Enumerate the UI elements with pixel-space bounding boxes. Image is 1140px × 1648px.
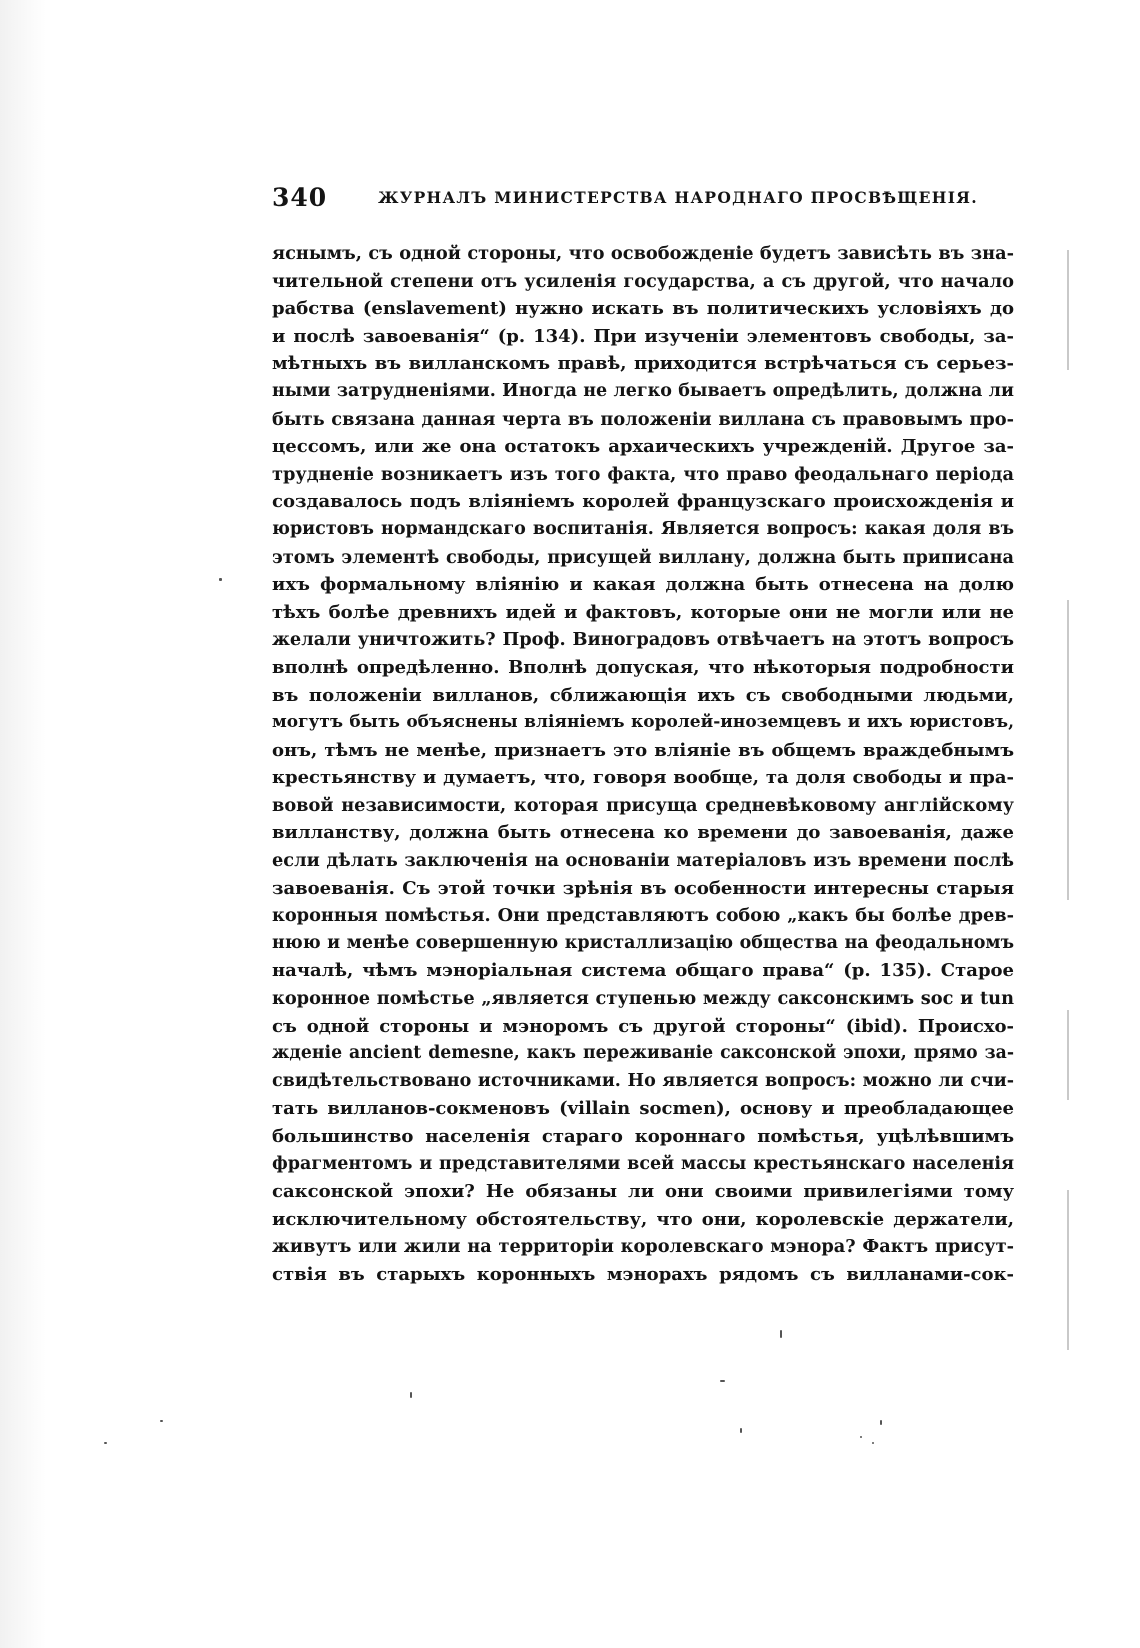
margin-rule <box>1067 1190 1069 1350</box>
text-line: желали уничтожить? Проф. Виноградовъ отвѣчаетъ на этотъ вопросъ <box>272 629 1014 651</box>
text-line: и послѣ завоеванія“ (p. 134). При изученіи элементовъ свободы, за- <box>272 325 1014 347</box>
text-line: фрагментомъ и представителями всей массы крестьянскаго населенія <box>272 1153 1014 1174</box>
text-line: живутъ или жили на территоріи королевскаго мэнора? Фактъ присут- <box>272 1236 1014 1258</box>
text-line: если дѣлать заключенія на основаніи матеріаловъ изъ времени послѣ <box>272 850 1014 872</box>
margin-rule <box>1067 1010 1069 1100</box>
text-line: быть связана данная черта въ положеніи виллана съ правовымъ про- <box>272 408 1014 430</box>
scan-speck <box>860 1436 862 1438</box>
text-line: свидѣтельствовано источниками. Но является вопросъ: можно ли счи- <box>272 1070 1014 1091</box>
scan-speck <box>780 1330 782 1338</box>
text-line: ихъ формальному вліянію и какая должна быть отнесена на долю <box>272 574 1014 596</box>
text-line: въ положеніи вилланов, сближающія ихъ съ свободными людьми, <box>272 684 1014 706</box>
scan-speck <box>160 1420 163 1422</box>
page-number: 340 <box>272 183 328 212</box>
scan-speck <box>219 578 222 581</box>
scan-speck <box>720 1380 725 1382</box>
text-line: могутъ быть объяснены вліяніемъ королей-иноземцевъ и ихъ юристовъ, <box>272 712 1014 733</box>
text-line: тать вилланов-сокменовъ (villain socmen), основу и преобладающее <box>272 1098 1014 1120</box>
text-line: съ одной стороны и мэноромъ съ другой стороны“ (ibid). Происхо- <box>272 1015 1014 1037</box>
text-line: трудненіе возникаетъ изъ того факта, что право феодальнаго періода <box>272 463 1014 485</box>
text-line: вилланству, должна быть отнесена ко времени до завоеванія, даже <box>272 822 1014 844</box>
text-line: рабства (enslavement) нужно искать въ политическихъ условіяхъ до <box>272 298 1014 320</box>
text-line: этомъ элементѣ свободы, присущей виллану, должна быть приписана <box>272 546 1014 568</box>
text-line: крестьянству и думаетъ, что, говоря вообще, та доля свободы и пра- <box>272 767 1014 789</box>
text-line: жденіе ancient demesne, какъ переживаніе саксонской эпохи, прямо за- <box>272 1043 1014 1064</box>
text-line: саксонской эпохи? Не обязаны ли они своими привилегіями тому <box>272 1181 1014 1203</box>
running-header <box>272 178 1014 218</box>
journal-title: ЖУРНАЛЪ МИНИСТЕРСТВА НАРОДНАГО ПРОСВѢЩЕНІЯ. <box>378 188 978 207</box>
text-line: завоеванія. Съ этой точки зрѣнія въ особенности интересны старыя <box>272 877 1014 899</box>
text-line: ными затрудненіями. Иногда не легко бываетъ опредѣлить, должна ли <box>272 380 1014 401</box>
margin-rule <box>1067 600 1069 900</box>
text-line: коронное помѣстье „является ступенью между саксонскимъ soc и tun <box>272 988 1014 1010</box>
text-line: яснымъ, съ одной стороны, что освобожденіе будетъ зависѣть въ зна- <box>272 243 1014 264</box>
text-line: онъ, тѣмъ не менѣе, признаетъ это вліяніе въ общемъ враждебнымъ <box>272 739 1014 761</box>
text-line: юристовъ нормандскаго воспитанія. Является вопросъ: какая доля въ <box>272 518 1014 539</box>
text-line: чительной степени отъ усиленія государства, а съ другой, что начало <box>272 270 1014 292</box>
text-line: вполнѣ опредѣленно. Вполнѣ допуская, что нѣкоторыя подробности <box>272 656 1014 678</box>
scan-speck <box>104 1442 107 1444</box>
text-line: создавалось подъ вліяніемъ королей французскаго происхожденія и <box>272 491 1014 513</box>
text-line: нюю и менѣе совершенную кристаллизацію общества на феодальномъ <box>272 932 1014 953</box>
scan-speck <box>740 1428 742 1433</box>
scan-speck <box>880 1420 882 1425</box>
text-line: исключительному обстоятельству, что они, королевскіе держатели, <box>272 1208 1014 1230</box>
text-line: началѣ, чѣмъ мэноріальная система общаго права“ (p. 135). Старое <box>272 960 1014 982</box>
margin-rule <box>1067 250 1069 370</box>
text-line: большинство населенія стараго короннаго помѣстья, уцѣлѣвшимъ <box>272 1126 1014 1147</box>
scan-speck <box>872 1442 874 1444</box>
scan-speck <box>410 1392 412 1398</box>
text-line: коронныя помѣстья. Они представляютъ собою „какъ бы болѣе древ- <box>272 905 1014 927</box>
text-line: мѣтныхъ въ вилланскомъ правѣ, приходится встрѣчаться съ серьез- <box>272 353 1014 375</box>
scan-page-edge <box>0 0 46 1648</box>
text-line: вовой независимости, которая присуща средневѣковому англійскому <box>272 794 1014 816</box>
text-line: ствія въ старыхъ коронныхъ мэнорахъ рядомъ съ вилланами-сок- <box>272 1263 1014 1285</box>
body-text <box>272 240 1014 1289</box>
text-line: тѣхъ болѣе древнихъ идей и фактовъ, которые они не могли или не <box>272 601 1014 623</box>
text-line: цессомъ, или же она остатокъ архаическихъ учрежденій. Другое за- <box>272 436 1014 458</box>
